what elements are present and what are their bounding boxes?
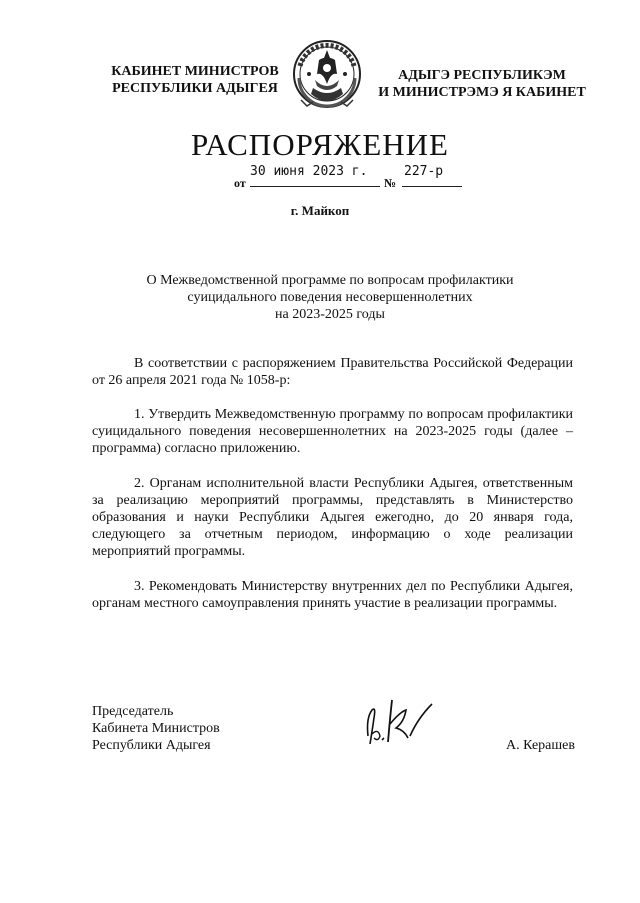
subject-line2: суицидального поведения несовершеннолетних bbox=[187, 290, 473, 305]
paragraph-preamble: В соответствии с распоряжением Правительства Российской Федерации от 26 апреля 2021 года № 1058-р: bbox=[92, 356, 573, 388]
subject-line3: на 2023-2025 годы bbox=[275, 307, 385, 322]
number-sign: № bbox=[384, 176, 397, 190]
signatory-name: А. Керашев bbox=[506, 738, 575, 753]
header-right bbox=[372, 67, 592, 101]
header-left-line1: КАБИНЕТ МИНИСТРОВ bbox=[111, 64, 279, 79]
subject-line1: О Межведомственной программе по вопросам профилактики bbox=[146, 273, 514, 288]
header-right-line1: АДЫГЭ РЕСПУБЛИКЭМ bbox=[398, 68, 566, 83]
date-underline bbox=[250, 186, 380, 187]
date-prefix: от bbox=[234, 176, 246, 190]
paragraph-item-1: 1. Утвердить Межведомственную программу по вопросам профилактики суицидального поведения несовершеннолетних на 2023-2025 годы (далее – программа) согласно приложению. bbox=[92, 407, 573, 456]
document-number: 227-р bbox=[404, 164, 444, 179]
header-left bbox=[110, 63, 280, 97]
number-underline bbox=[402, 186, 462, 187]
date-number-line bbox=[234, 164, 464, 192]
signatory-position bbox=[92, 703, 292, 754]
paragraph-item-3: 3. Рекомендовать Министерству внутренних дел по Республики Адыгея, органам местного самоуправления принять участие в реализации программы. bbox=[92, 579, 573, 611]
document-subject bbox=[120, 272, 540, 323]
city: г. Майкоп bbox=[290, 203, 350, 218]
handwritten-signature-icon bbox=[360, 688, 440, 752]
coat-of-arms-icon bbox=[291, 38, 363, 114]
header-right-line2: И МИНИСТРЭМЭ Я КАБИНЕТ bbox=[378, 85, 586, 100]
position-line3: Республики Адыгея bbox=[92, 738, 211, 753]
header-left-line2: РЕСПУБЛИКИ АДЫГЕЯ bbox=[112, 81, 278, 96]
position-line1: Председатель bbox=[92, 704, 174, 719]
document-title: РАСПОРЯЖЕНИЕ bbox=[191, 127, 449, 162]
position-line2: Кабинета Министров bbox=[92, 721, 220, 736]
document-date: 30 июня 2023 г. bbox=[250, 164, 368, 179]
paragraph-item-2: 2. Органам исполнительной власти Республики Адыгея, ответственным за реализацию мероприятий программы, представлять в Министерство образования и науки Республики Адыгея ежегодно, до 20 января года, следующего за отчетным периодом, информацию о ходе реализации мероприятий программы. bbox=[92, 476, 573, 559]
